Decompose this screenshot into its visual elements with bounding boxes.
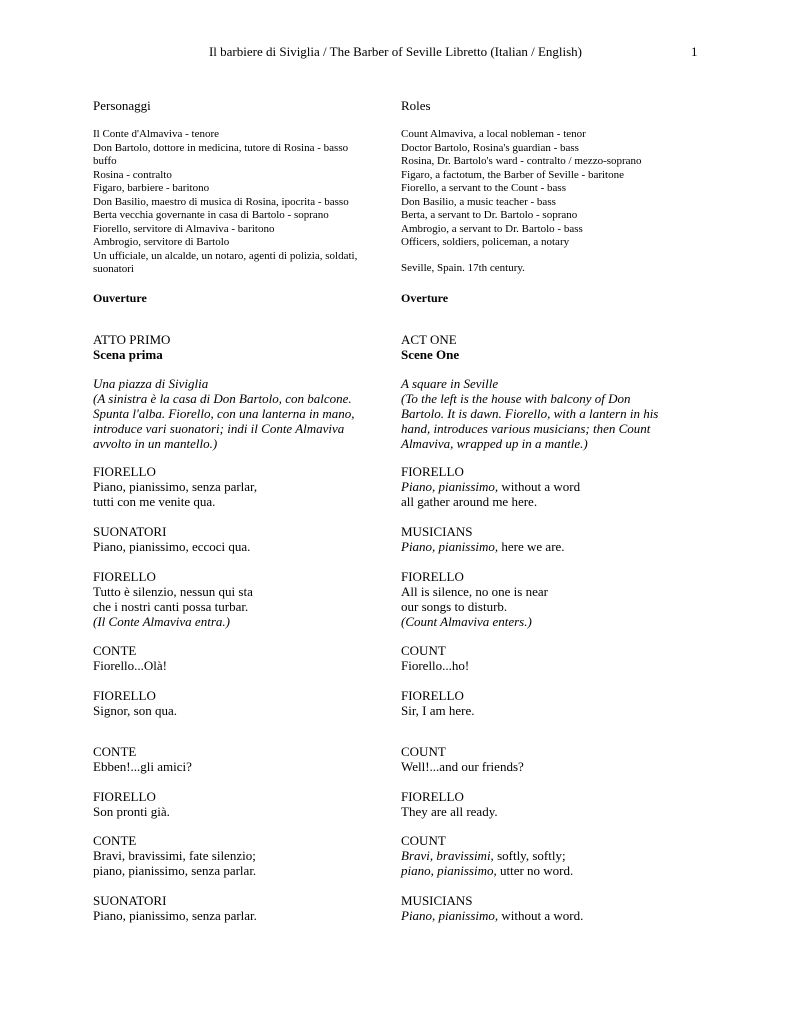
speaker-name: SUONATORI: [93, 524, 167, 539]
setting-line: hand, introduces various musicians; then Count: [401, 421, 651, 436]
lyric-text: without a word.: [498, 908, 584, 923]
setting-line: Almaviva, wrapped up in a mantle.): [401, 436, 588, 451]
setting-line: introduce vari suonatori; indi il Conte Almaviva: [93, 421, 345, 436]
speaker-name: FIORELLO: [401, 569, 464, 584]
lyric-line: [401, 848, 573, 863]
speaker-name: CONTE: [93, 744, 137, 759]
role-line: Don Bartolo, dottore in medicina, tutore di Rosina - basso: [93, 141, 349, 154]
role-line: Il Conte d'Almaviva - tenore: [93, 128, 220, 140]
stage-direction-english: [401, 376, 658, 451]
role-line: Count Almaviva, a local nobleman - tenor: [401, 128, 586, 140]
lyric-line: All is silence, no one is near: [401, 584, 548, 599]
role-line: Fiorello, servitore di Almaviva - baritono: [93, 222, 275, 235]
lyric-line: che i nostri canti possa turbar.: [93, 599, 249, 614]
role-line: Ambrogio, a servant to Dr. Bartolo - bass: [401, 222, 583, 235]
dialogue-block: [401, 524, 565, 554]
dialogue-block: [401, 744, 524, 774]
role-line: Don Basilio, a music teacher - bass: [401, 195, 556, 208]
italian-phrase: Piano, pianissimo,: [401, 539, 499, 554]
setting-line: avvolto in un mantello.): [93, 436, 218, 451]
role-line: Ambrogio, servitore di Bartolo: [93, 236, 230, 248]
lyric-line: tutti con me venite qua.: [93, 494, 216, 509]
scene-heading-italian: Scena prima: [93, 347, 163, 362]
setting-line: (A sinistra è la casa di Don Bartolo, con balcone.: [93, 391, 352, 406]
lyric-text: here we are.: [498, 539, 565, 554]
lyric-line: Bravi, bravissimi, fate silenzio;: [93, 848, 256, 863]
roles-list-english: [401, 128, 642, 250]
lyric-line: all gather around me here.: [401, 494, 538, 509]
setting-line: (To the left is the house with balcony of Don: [401, 391, 631, 406]
dialogue-block: [401, 643, 469, 673]
act-heading-english: ACT ONE: [401, 332, 457, 347]
lyric-line: Piano, pianissimo, senza parlar,: [93, 479, 258, 494]
role-line: Figaro, a factotum, the Barber of Seville - baritone: [401, 168, 624, 181]
dialogue-block: [93, 893, 257, 923]
lyric-line: Signor, son qua.: [93, 703, 177, 718]
speaker-name: FIORELLO: [401, 789, 464, 804]
speaker-name: MUSICIANS: [401, 524, 473, 539]
roles-heading-italian: Personaggi: [93, 98, 151, 113]
lyric-line: Piano, pianissimo, eccoci qua.: [93, 539, 251, 554]
act-heading-italian: ATTO PRIMO: [93, 332, 171, 347]
speaker-name: SUONATORI: [93, 893, 167, 908]
roles-list-italian: [93, 128, 357, 277]
speaker-name: FIORELLO: [93, 569, 156, 584]
lyric-line: Piano, pianissimo, senza parlar.: [93, 908, 257, 923]
roles-heading-english: Roles: [401, 98, 431, 113]
role-line: Officers, soldiers, policeman, a notary: [401, 236, 570, 248]
place-and-time: Seville, Spain. 17th century.: [401, 262, 525, 274]
page-header: [0, 44, 791, 62]
role-line: Don Basilio, maestro di musica di Rosina, ipocrita - basso: [93, 195, 349, 208]
dialogue-block: [93, 569, 253, 629]
speaker-name: CONTE: [93, 833, 137, 848]
role-line: Figaro, barbiere - baritono: [93, 182, 210, 194]
role-line: Berta, a servant to Dr. Bartolo - soprano: [401, 209, 578, 221]
speaker-name: CONTE: [93, 643, 137, 658]
lyric-line: Ebben!...gli amici?: [93, 759, 192, 774]
lyric-line: They are all ready.: [401, 804, 498, 819]
lyric-text: utter no word.: [496, 863, 574, 878]
lyric-line: Sir, I am here.: [401, 703, 475, 718]
role-line: Fiorello, a servant to the Count - bass: [401, 182, 566, 194]
role-line: Un ufficiale, un alcalde, un notaro, agenti di polizia, soldati,: [93, 249, 358, 262]
lyric-line: our songs to disturb.: [401, 599, 508, 614]
dialogue-block: [93, 643, 167, 673]
lyric-line: Fiorello...Olà!: [93, 658, 168, 673]
dialogue-block: [401, 464, 580, 509]
stage-direction: (Il Conte Almaviva entra.): [93, 614, 230, 629]
setting-line: Una piazza di Siviglia: [93, 376, 209, 391]
speaker-name: FIORELLO: [93, 464, 156, 479]
role-line: suonatori: [93, 263, 134, 275]
lyric-text: without a word: [498, 479, 581, 494]
speaker-name: COUNT: [401, 744, 446, 759]
lyric-line: [401, 863, 573, 878]
lyric-line: Son pronti già.: [93, 804, 170, 819]
overture-heading-english: Overture: [401, 291, 449, 305]
lyric-line: Well!...and our friends?: [401, 759, 524, 774]
dialogue-block: [401, 893, 583, 923]
setting-line: A square in Seville: [401, 376, 499, 391]
scene-heading-english: Scene One: [401, 347, 460, 362]
role-line: buffo: [93, 155, 117, 167]
dialogue-block: [401, 789, 498, 819]
lyric-line: [401, 479, 580, 494]
lyric-line: Fiorello...ho!: [401, 658, 470, 673]
speaker-name: FIORELLO: [93, 688, 156, 703]
lyric-line: [401, 908, 583, 923]
speaker-name: MUSICIANS: [401, 893, 473, 908]
role-line: Rosina, Dr. Bartolo's ward - contralto / mezzo-soprano: [401, 155, 642, 167]
dialogue-block: [401, 569, 548, 629]
page-number: 1: [691, 44, 698, 59]
speaker-name: COUNT: [401, 643, 446, 658]
setting-line: Spunta l'alba. Fiorello, con una lanterna in mano,: [93, 406, 355, 421]
lyric-line: piano, pianissimo, senza parlar.: [93, 863, 257, 878]
italian-phrase: Piano, pianissimo,: [401, 479, 499, 494]
speaker-name: FIORELLO: [93, 789, 156, 804]
setting-line: Bartolo. It is dawn. Fiorello, with a lantern in his: [401, 406, 659, 421]
speaker-name: FIORELLO: [401, 464, 464, 479]
italian-phrase: Bravi, bravissimi,: [401, 848, 494, 863]
dialogue-block: [93, 744, 192, 774]
dialogue-block: [93, 524, 250, 554]
lyric-line: Tutto è silenzio, nessun qui sta: [93, 584, 253, 599]
speaker-name: FIORELLO: [401, 688, 464, 703]
stage-direction-italian: [93, 376, 355, 451]
dialogue-block: [401, 833, 573, 878]
dialogue-block: [93, 464, 257, 509]
dialogue-block: [93, 688, 177, 718]
dialogue-block: [93, 789, 170, 819]
role-line: Doctor Bartolo, Rosina's guardian - bass: [401, 141, 579, 154]
italian-phrase: Piano, pianissimo,: [401, 908, 499, 923]
dialogue-block: [93, 833, 256, 878]
stage-direction: (Count Almaviva enters.): [401, 614, 532, 629]
speaker-name: COUNT: [401, 833, 446, 848]
dialogue-block: [401, 688, 474, 718]
italian-phrase: piano, pianissimo,: [401, 863, 497, 878]
role-line: Berta vecchia governante in casa di Bartolo - soprano: [93, 209, 329, 221]
lyric-line: [401, 539, 565, 554]
header-title: Il barbiere di Siviglia / The Barber of Seville Libretto (Italian / English): [208, 44, 583, 59]
overture-heading-italian: Ouverture: [93, 291, 147, 305]
lyric-text: softly, softly;: [493, 848, 566, 863]
role-line: Rosina - contralto: [93, 168, 172, 181]
